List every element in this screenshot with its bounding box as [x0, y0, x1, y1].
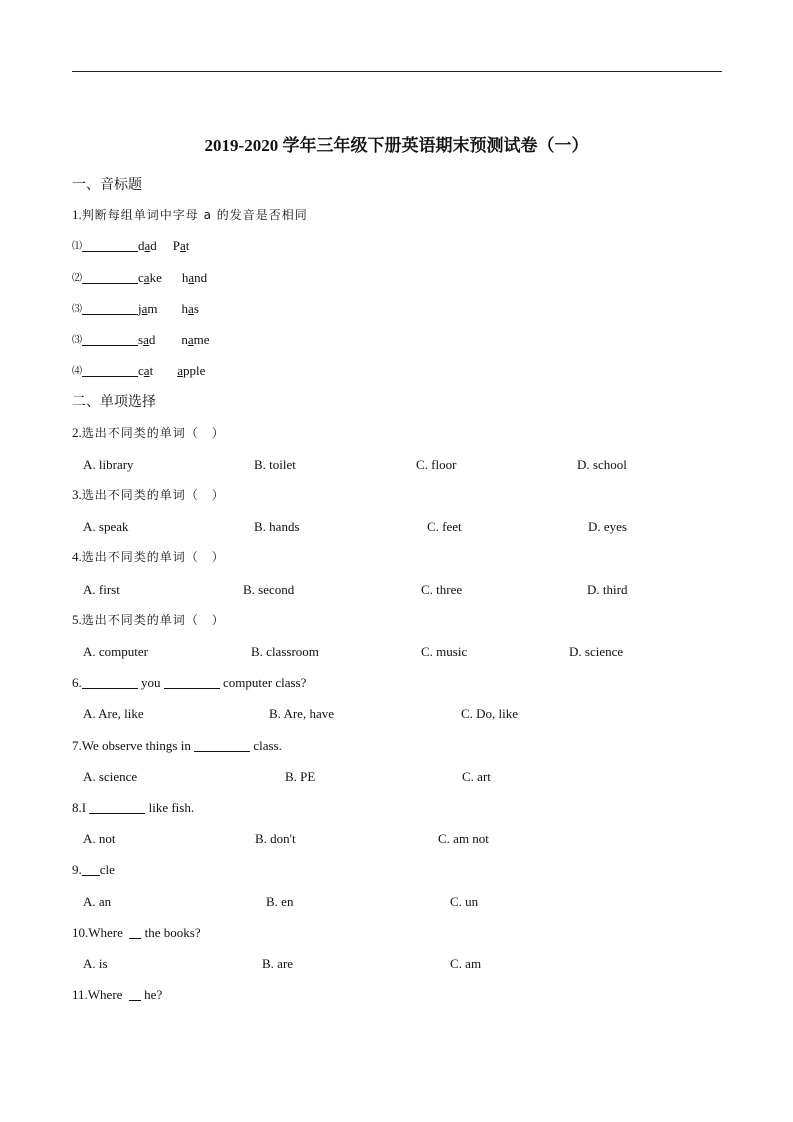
page-title: 2019-2020 学年三年级下册英语期末预测试卷（一）: [204, 136, 589, 155]
q2-option-a[interactable]: A. library: [83, 457, 134, 472]
q10-option-a[interactable]: A. is: [83, 956, 108, 971]
question-5: 5.选出不同类的单词（ ）: [72, 612, 225, 627]
q2-option-b[interactable]: B. toilet: [254, 457, 296, 472]
section-heading-phonetics: 一、音标题: [72, 177, 142, 193]
q4-option-b[interactable]: B. second: [243, 582, 295, 597]
question-10: 10.Where the books?: [72, 925, 201, 940]
q8-option-c[interactable]: C. am not: [438, 831, 489, 846]
q9-option-b[interactable]: B. en: [266, 894, 294, 909]
q5-option-c[interactable]: C. music: [421, 644, 468, 659]
answer-blank[interactable]: [129, 988, 141, 1001]
q6-option-b[interactable]: B. Are, have: [269, 706, 334, 721]
q6-option-a[interactable]: A. Are, like: [83, 706, 144, 721]
q2-option-d[interactable]: D. school: [577, 457, 627, 472]
question-11: 11.Where he?: [72, 987, 163, 1002]
q4-option-a[interactable]: A. first: [83, 582, 120, 597]
q7-option-b[interactable]: B. PE: [285, 769, 316, 784]
word-2: Pat: [172, 238, 190, 253]
word-1: cat: [138, 363, 154, 378]
answer-blank[interactable]: [82, 676, 138, 689]
q3-option-d[interactable]: D. eyes: [588, 519, 627, 534]
question-1-instruction: 1.判断每组单词中字母 a 的发音是否相同: [72, 207, 308, 222]
q8-option-a[interactable]: A. not: [83, 831, 116, 846]
word-2: apple: [177, 363, 206, 378]
answer-blank[interactable]: [164, 676, 220, 689]
phonetic-item: ⑵ cake hand: [72, 270, 208, 285]
answer-blank[interactable]: [89, 801, 145, 814]
q3-option-a[interactable]: A. speak: [83, 519, 129, 534]
q8-option-b[interactable]: B. don't: [255, 831, 296, 846]
word-1: sad: [138, 332, 156, 347]
q7-option-c[interactable]: C. art: [462, 769, 491, 784]
q10-option-b[interactable]: B. are: [262, 956, 294, 971]
answer-blank[interactable]: [82, 271, 138, 284]
q6-option-c[interactable]: C. Do, like: [461, 706, 519, 721]
phonetic-item: ⑶ sad name: [72, 332, 210, 347]
phonetic-item: ⑷ cat apple: [72, 363, 206, 378]
q2-option-c[interactable]: C. floor: [416, 457, 457, 472]
answer-blank[interactable]: [82, 333, 138, 346]
word-1: jam: [138, 301, 158, 316]
word-1: cake: [138, 270, 162, 285]
q3-option-b[interactable]: B. hands: [254, 519, 300, 534]
q4-option-d[interactable]: D. third: [587, 582, 628, 597]
question-9: 9. cle: [72, 862, 115, 877]
question-8: 8.I like fish.: [72, 800, 195, 815]
question-6: 6. you computer class?: [72, 675, 307, 690]
answer-blank[interactable]: [82, 239, 138, 252]
answer-blank[interactable]: [82, 863, 100, 876]
q5-option-a[interactable]: A. computer: [83, 644, 148, 659]
q9-option-c[interactable]: C. un: [450, 894, 479, 909]
q9-option-a[interactable]: A. an: [83, 894, 112, 909]
question-3: 3.选出不同类的单词（ ）: [72, 487, 225, 502]
header-rule: [72, 71, 722, 72]
question-7: 7.We observe things in class.: [72, 738, 282, 753]
answer-blank[interactable]: [129, 926, 141, 939]
answer-blank[interactable]: [82, 302, 138, 315]
q10-option-c[interactable]: C. am: [450, 956, 482, 971]
word-2: has: [181, 301, 199, 316]
q4-option-c[interactable]: C. three: [421, 582, 463, 597]
question-2: 2.选出不同类的单词（ ）: [72, 425, 225, 440]
word-1: dad: [138, 238, 157, 253]
question-4: 4.选出不同类的单词（ ）: [72, 549, 225, 564]
phonetic-item: ⑶ jam has: [72, 301, 199, 316]
word-2: hand: [181, 270, 208, 285]
phonetic-item: ⑴ dad Pat: [72, 238, 190, 253]
q5-option-d[interactable]: D. science: [569, 644, 624, 659]
answer-blank[interactable]: [194, 739, 250, 752]
q7-option-a[interactable]: A. science: [83, 769, 138, 784]
q5-option-b[interactable]: B. classroom: [251, 644, 319, 659]
word-2: name: [181, 332, 210, 347]
section-heading-multiple-choice: 二、单项选择: [72, 394, 156, 410]
q3-option-c[interactable]: C. feet: [427, 519, 462, 534]
answer-blank[interactable]: [82, 364, 138, 377]
